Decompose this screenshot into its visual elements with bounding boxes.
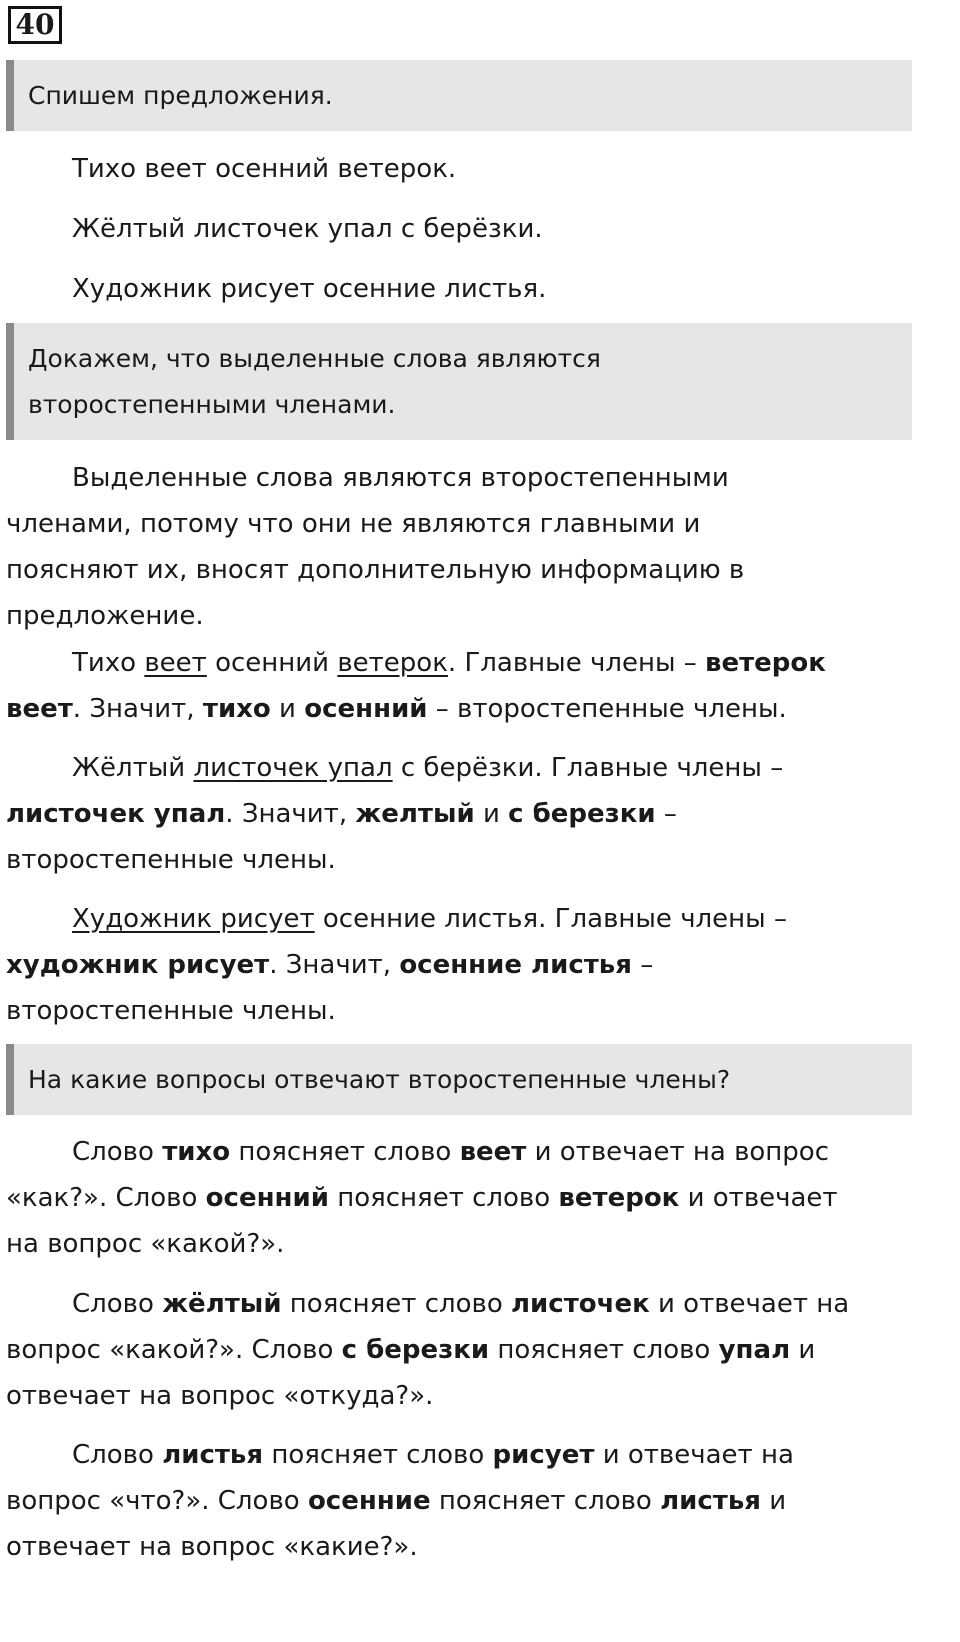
explanation-paragraph: Выделенные слова являются второстепенными членами, потому что они не являются главными и поясняют их, вносят дополнительную информацию в предложение. <box>6 463 745 631</box>
analysis-paragraph-1: Тихо веет осенний ветерок. Главные члены – ветерок веет. Значит, тихо и осенний – второстепенные члены. <box>6 648 826 724</box>
answer-paragraph-2: Слово жёлтый поясняет слово листочек и отвечает на вопрос «какой?». Слово с березки поясняет слово упал и отвечает на вопрос «откуда?». <box>6 1289 850 1411</box>
sentence-1: Тихо веет осенний ветерок. <box>72 154 457 184</box>
task-heading-copy: Спишем предложения. <box>6 60 912 131</box>
task-heading-prove <box>6 323 912 440</box>
answer-paragraph-3: Слово листья поясняет слово рисует и отвечает на вопрос «что?». Слово осенние поясняет слово листья и отвечает на вопрос «какие?». <box>6 1440 794 1562</box>
answer-paragraph-1: Слово тихо поясняет слово веет и отвечает на вопрос «как?». Слово осенний поясняет слово ветерок и отвечает на вопрос «какой?». <box>6 1137 838 1259</box>
task-heading-prove-line-1: Докажем, что выделенные слова являются <box>28 344 601 373</box>
sentence-3: Художник рисует осенние листья. <box>72 274 547 304</box>
sentence-2: Жёлтый листочек упал с берёзки. <box>72 214 543 244</box>
task-heading-questions: На какие вопросы отвечают второстепенные члены? <box>6 1044 912 1115</box>
exercise-number: 40 <box>8 6 62 44</box>
analysis-paragraph-2: Жёлтый листочек упал с берёзки. Главные члены – листочек упал. Значит, желтый и с березки – второстепенные члены. <box>6 753 784 875</box>
analysis-paragraph-3: Художник рисует осенние листья. Главные члены – художник рисует. Значит, осенние листья – второстепенные члены. <box>6 904 787 1026</box>
task-heading-prove-line-2: второстепенными членами. <box>28 390 396 419</box>
